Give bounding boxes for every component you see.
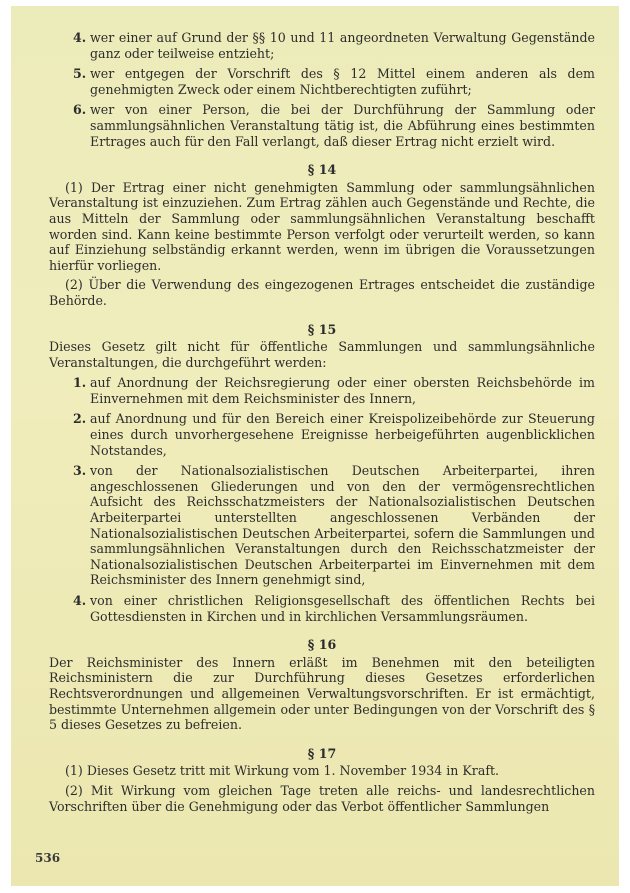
section-17-paragraph-1: (1) Dieses Gesetz tritt mit Wirkung vom 1. November 1934 in Kraft. xyxy=(65,763,500,779)
section-15-intro: Dieses Gesetz gilt nicht für öffentliche Sammlungen und sammlungsähnliche Veranstaltungen, die durchgeführt werden: xyxy=(49,339,595,370)
item-number: 3. xyxy=(73,463,87,479)
list-item xyxy=(73,102,595,149)
item-number: 2. xyxy=(73,411,87,427)
list-item xyxy=(73,375,595,406)
list-item xyxy=(73,463,595,588)
item-text: wer von einer Person, die bei der Durchführung der Sammlung oder sammlungsähnlichen Veranstaltung tätig ist, die Abführung eines bestimmten Ertrages auch für den Fall verlangt, daß dieser Ertrag nicht erzielt wird. xyxy=(90,102,595,149)
page-number: 536 xyxy=(35,851,61,865)
section-heading-16: § 16 xyxy=(307,637,337,653)
section-heading-14: § 14 xyxy=(307,162,337,178)
section-14-paragraph-1: (1) Der Ertrag einer nicht genehmigten Sammlung oder sammlungsähnlichen Veranstaltung ist einzuziehen. Zum Ertrag zählen auch Gegenstände und Rechte, die aus Mitteln der Sammlung oder sammlungsähnlichen Veranstaltung beschafft worden sind. Kann keine bestimmte Person verfolgt oder verurteilt werden, so kann auf Einziehung selbständig erkannt werden, wenn im übrigen die Voraussetzungen hierfür vorliegen. xyxy=(49,179,595,273)
section-heading-17: § 17 xyxy=(307,745,337,761)
list-item xyxy=(73,30,595,61)
item-text: wer entgegen der Vorschrift des § 12 Mittel einem anderen als dem genehmigten Zweck oder einem Nichtberechtigten zuführt; xyxy=(90,66,595,97)
item-number: 1. xyxy=(73,375,87,391)
section-14-paragraph-2: (2) Über die Verwendung des eingezogenen Ertrages entscheidet die zuständige Behörde. xyxy=(49,277,595,308)
item-number: 4. xyxy=(73,593,87,608)
list-item xyxy=(73,593,595,624)
item-number: 4. xyxy=(73,30,87,45)
item-text: auf Anordnung und für den Bereich einer Kreispolizeibehörde zur Steuerung eines durch unvorhergesehene Ereignisse herbeigeführten augenblicklichen Notstandes, xyxy=(90,411,595,458)
page-content xyxy=(49,30,595,818)
section-17-paragraph-2: (2) Mit Wirkung vom gleichen Tage treten alle reichs- und landesrechtlichen Vorschriften über die Genehmigung oder das Verbot öffentlicher Sammlungen xyxy=(49,782,595,814)
list-item xyxy=(73,66,595,97)
list-item xyxy=(73,411,595,458)
section-16-paragraph: Der Reichsminister des Innern erläßt im Benehmen mit den beteiligten Reichsministern die zur Durchführung dieses Gesetzes erforderlichen Rechtsverordnungen und allgemeinen Verwaltungsvorschriften. Er ist ermächtigt, bestimmte Unternehmen allgemein oder unter Bedingungen von der Vorschrift des § 5 dieses Gesetzes zu befreien. xyxy=(49,654,595,733)
item-text: wer einer auf Grund der §§ 10 und 11 angeordneten Verwaltung Gegenstände ganz oder teilweise entzieht; xyxy=(90,30,595,61)
item-number: 5. xyxy=(73,66,87,82)
item-text: auf Anordnung der Reichsregierung oder einer obersten Reichsbehörde im Einvernehmen mit dem Reichsminister des Innern, xyxy=(90,375,595,406)
document-page xyxy=(11,6,619,886)
item-number: 6. xyxy=(73,102,87,118)
item-text: von einer christlichen Religionsgesellschaft des öffentlichen Rechts bei Gottesdiensten in Kirchen und in kirchlichen Versammlungsräumen. xyxy=(90,593,595,624)
item-text: von der Nationalsozialistischen Deutschen Arbeiterpartei, ihren angeschlossenen Gliederungen und von den der vermögensrechtlichen Aufsicht des Reichsschatzmeisters der Nationalsozialistischen Deutschen Arbeiterpartei unterstellten angeschlossenen Verbänden der Nationalsozialistischen Deutschen Arbeiterpartei, sofern die Sammlungen und sammlungsähnlichen Veranstaltungen durch den Reichsschatzmeister der Nationalsozialistischen Deutschen Arbeiterpartei im Einvernehmen mit dem Reichsminister des Innern genehmigt sind, xyxy=(90,463,595,588)
section-heading-15: § 15 xyxy=(307,321,337,337)
